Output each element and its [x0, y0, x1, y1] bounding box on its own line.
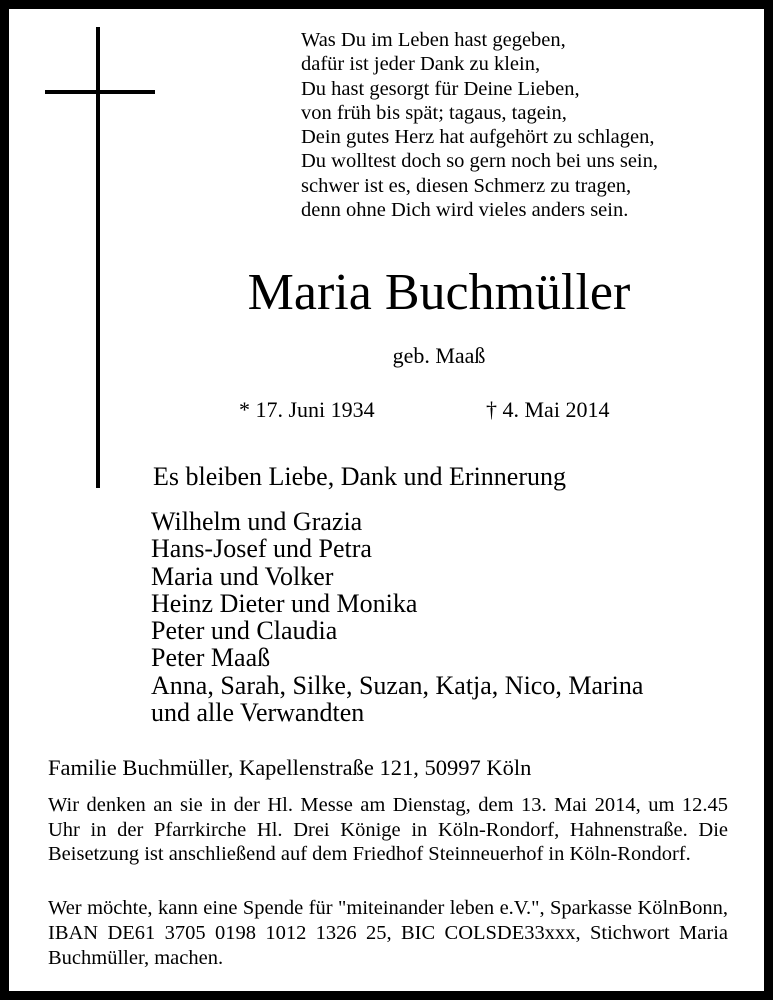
- death-date: † 4. Mai 2014: [486, 397, 610, 422]
- mourner-entry: Peter Maaß: [151, 643, 271, 673]
- mourner-entry: Peter und Claudia: [151, 616, 338, 646]
- mourner-entry: Maria und Volker: [151, 561, 334, 591]
- birth-date: * 17. Juni 1934: [239, 397, 375, 422]
- poem-line: Dein gutes Herz hat aufgehört zu schlagen,: [301, 126, 655, 149]
- remembrance-line: Es bleiben Liebe, Dank und Erinnerung: [153, 462, 566, 491]
- deceased-name: Maria Buchmüller: [247, 264, 631, 321]
- mourners-list: [151, 508, 643, 726]
- poem-line: denn ohne Dich wird vieles anders sein.: [301, 199, 629, 222]
- poem-line: Was Du im Leben hast gegeben,: [301, 29, 566, 51]
- poem-line: dafür ist jeder Dank zu klein,: [301, 53, 541, 76]
- service-announcement: Wir denken an sie in der Hl. Messe am Dienstag, dem 13. Mai 2014, um 12.45 Uhr in der Pfarrkirche Hl. Drei Könige in Köln-Rondorf, Hahnenstraße. Die Beisetzung ist anschließend auf dem Friedhof Steinneuerhof in Köln-Rondorf.: [48, 794, 728, 866]
- poem-line: Du wolltest doch so gern noch bei uns sein,: [301, 150, 658, 173]
- memorial-poem: [301, 28, 741, 222]
- poem-line: Du hast gesorgt für Deine Lieben,: [301, 77, 580, 100]
- mourner-entry: Heinz Dieter und Monika: [151, 588, 418, 618]
- cross-icon-horizontal-bar: [45, 90, 155, 94]
- cross-icon-vertical-bar: [96, 27, 100, 488]
- donation-notice: Wer möchte, kann eine Spende für "miteinander leben e.V.", Sparkasse KölnBonn, IBAN DE61 3705 0198 1012 1326 25, BIC COLSDE33xxx, Stichwort Maria Buchmüller, machen.: [48, 897, 728, 969]
- mourner-entry: Hans-Josef und Petra: [151, 534, 372, 564]
- family-address: Familie Buchmüller, Kapellenstraße 121, 50997 Köln: [48, 755, 532, 780]
- mourner-entry: Anna, Sarah, Silke, Suzan, Katja, Nico, Marina: [151, 670, 644, 700]
- mourner-entry: Wilhelm und Grazia: [151, 507, 363, 536]
- poem-line: von früh bis spät; tagaus, tagein,: [301, 101, 567, 124]
- poem-line: schwer ist es, diesen Schmerz zu tragen,: [301, 174, 632, 197]
- birth-name: geb. Maaß: [392, 343, 486, 368]
- mourner-entry: und alle Verwandten: [151, 698, 365, 728]
